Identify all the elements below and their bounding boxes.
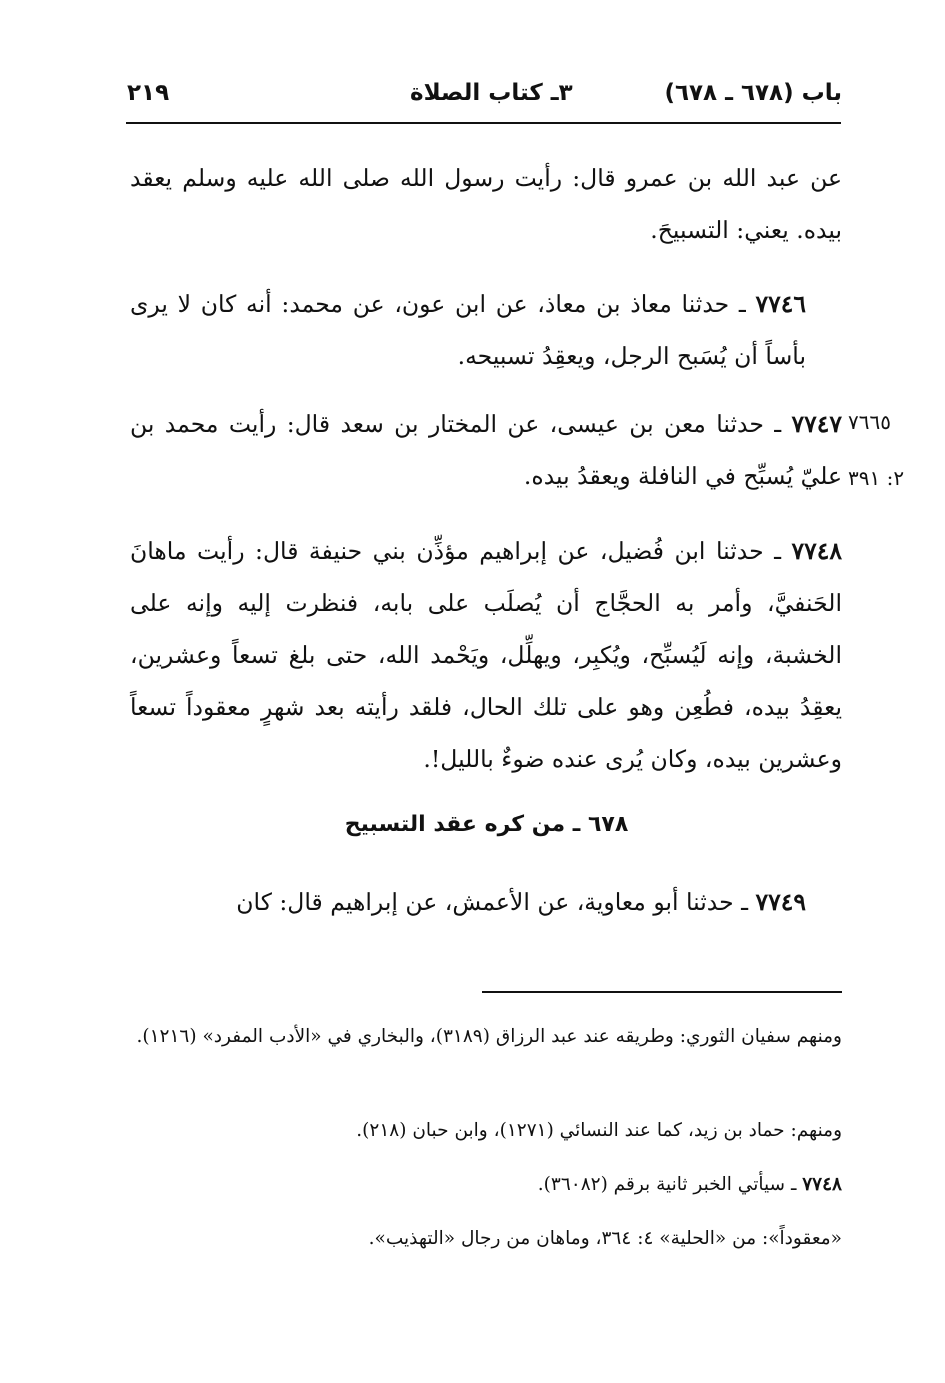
footnote [130,1112,842,1150]
paragraph-text: ـ حدثنا معن بن عيسى، عن المختار بن سعد قال: رأيت محمد بن عليّ يُسبِّح في النافلة ويعقدُ بيده. [130,410,842,490]
hadith-7748 [130,525,842,785]
paragraph-text: ـ حدثنا أبو معاوية، عن الأعمش، عن إبراهيم قال: كان [236,888,756,916]
paragraph-continuation [130,152,842,256]
paragraph-text: ـ حدثنا معاذ بن معاذ، عن ابن عون، عن محمد: أنه كان لا يرى بأساً أن يُسَبح الرجل، ويعقِدُ تسبيحه. [130,290,806,370]
margin-note-reference: ٧٦٦٥ [848,410,891,434]
running-header-chapter-range: باب (٦٧٨ ـ ٦٧٨) [664,80,842,106]
hadith-number: ٧٧٤٧ [791,410,842,438]
hadith-7746 [130,278,842,382]
header-divider [126,122,841,124]
hadith-number: ٧٧٤٨ [791,537,842,565]
paragraph-text: عن عبد الله بن عمرو قال: رأيت رسول الله صلى الله عليه وسلم يعقد بيده. يعني: التسبيحَ. [130,164,842,244]
footnote-text: ومنهم: حماد بن زيد، كما عند النسائي (١٢٧١)، وابن حبان (٢١٨). [356,1120,842,1141]
footnote-text: «معقوداً»: من «الحلية» ٤: ٣٦٤، وماهان من رجال «التهذيب». [368,1228,842,1249]
hadith-7749 [130,876,842,928]
chapter-heading: ٦٧٨ ـ من كره عقد التسبيح [344,812,629,837]
footnote-number: ٧٧٤٨ [802,1174,842,1195]
running-header-book-title: ٣ـ كتاب الصلاة [410,80,573,106]
footnote [130,1018,842,1056]
page-number: ٢١٩ [127,80,170,106]
footnote [130,1220,842,1258]
hadith-number: ٧٧٤٩ [755,888,806,916]
hadith-number: ٧٧٤٦ [755,290,806,318]
footnote-divider [482,991,842,993]
hadith-7747 [130,398,842,502]
paragraph-text: ـ حدثنا ابن فُضيل، عن إبراهيم مؤذِّن بني حنيفة قال: رأيت ماهانَ الحَنفيَّ، وأمر به الحجَّاج أن يُصلَب على بابه، فنظرت إليه وإنه على الخشبة، وإنه لَيُسبِّح، ويُكبِر، ويهلِّل، ويَحْمد الله، حتى بلغ تسعاً وعشرين، يعقِدُ بيده، فطُعِن وهو على تلك الحال، فلقد رأيته بعد شهرٍ معقوداً تسعاً وعشرين بيده، وكان يُرى عنده ضوءٌ بالليل!. [130,537,842,773]
margin-note-volume-page: ٢: ٣٩١ [848,466,905,490]
footnote [130,1166,842,1204]
footnote-text: ـ سيأتي الخبر ثانية برقم (٣٦٠٨٢). [537,1174,803,1195]
footnote-text: ومنهم سفيان الثوري: وطريقه عند عبد الرزاق (٣١٨٩)، والبخاري في «الأدب المفرد» (١٢١٦). [136,1026,842,1047]
